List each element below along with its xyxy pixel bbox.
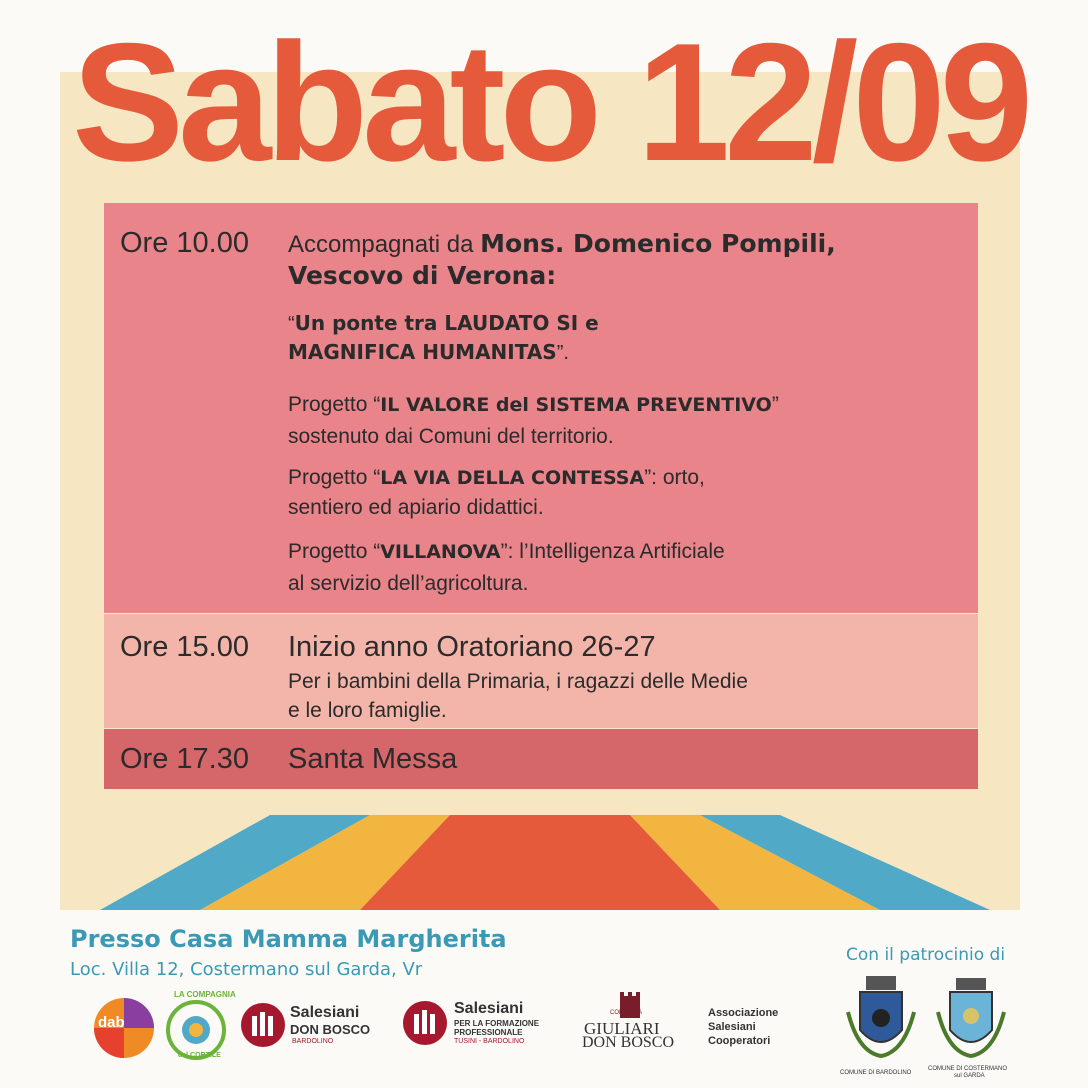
- compagnia-logo-bottom: del CORTILE: [178, 1052, 221, 1059]
- event-time: Ore 17.30: [120, 743, 249, 775]
- project-prefix: Progetto “: [288, 466, 381, 489]
- event-desc-line-2: e le loro famiglie.: [288, 699, 447, 722]
- comune-costermano-crest: [928, 976, 1014, 1084]
- project-3-name: VILLANOVA: [380, 541, 501, 563]
- event-talk-title-1: [288, 311, 599, 336]
- event-heading: Santa Messa: [288, 743, 458, 775]
- salesiani-bardolino-logo: [240, 1002, 380, 1052]
- guest-intro: Accompagnati da: [288, 231, 481, 258]
- assoc-line3: Cooperatori: [708, 1035, 771, 1047]
- associazione-cooperatori-logo: [708, 1006, 808, 1052]
- event-heading: Inizio anno Oratoriano 26-27: [288, 631, 656, 663]
- assoc-line2: Salesiani: [708, 1021, 756, 1033]
- stage-runway-graphic: [0, 810, 1088, 910]
- salesiani-bardolino-line1: Salesiani: [290, 1004, 360, 1021]
- schedule-row-1500: [104, 614, 978, 728]
- project-1: [288, 393, 779, 417]
- dab-logo-text: dab: [98, 1014, 125, 1031]
- project-2-name: LA VIA DELLA CONTESSA: [380, 467, 645, 489]
- schedule-row-1730: [104, 729, 978, 789]
- schedule-row-1000: [104, 203, 978, 613]
- project-suffix: ”: [771, 393, 779, 416]
- salesiani-bardolino-line2: DON BOSCO: [290, 1022, 371, 1037]
- event-guest-line: [288, 229, 836, 259]
- talk-title-part-1: Un ponte tra LAUDATO SI e: [294, 311, 599, 335]
- comune-costermano-label-1: COMUNE DI COSTERMANO: [928, 1066, 1008, 1072]
- giuliari-line2: DON BOSCO: [582, 1034, 675, 1051]
- project-1-desc: sostenuto dai Comuni del territorio.: [288, 425, 614, 448]
- patronage-label: Con il patrocinio di: [846, 945, 1006, 965]
- project-prefix: Progetto “: [288, 540, 381, 563]
- giuliari-line1: GIULIARI: [584, 1019, 660, 1038]
- bardolino-coat-of-arms-icon: [838, 972, 924, 1068]
- venue-name: Presso Casa Mamma Margherita: [70, 925, 507, 953]
- project-2-desc: sentiero ed apiario didattici.: [288, 496, 544, 519]
- salesiani-bardolino-line3: BARDOLINO: [292, 1038, 334, 1045]
- project-2: [288, 466, 705, 490]
- assoc-line1: Associazione: [708, 1007, 779, 1019]
- compagnia-cortile-logo: [160, 990, 236, 1064]
- giuliari-top: COMUNITÀ: [610, 1010, 642, 1016]
- quote-open: “: [288, 313, 295, 335]
- salesiani-formazione-line4: TUSINI - BARDOLINO: [454, 1038, 525, 1045]
- event-time: Ore 15.00: [120, 631, 249, 663]
- project-suffix: ”: l’Intelligenza Artificiale: [500, 540, 725, 563]
- project-prefix: Progetto “: [288, 393, 381, 416]
- event-desc-line-1: Per i bambini della Primaria, i ragazzi delle Medie: [288, 670, 748, 693]
- project-3: [288, 540, 725, 564]
- salesiani-bardolino-icon: [240, 1002, 286, 1048]
- salesiani-formazione-line1: Salesiani: [454, 1000, 524, 1017]
- page-title: Sabato 12/09: [72, 8, 1028, 196]
- comune-bardolino-crest: [838, 972, 924, 1082]
- talk-title-part-2: MAGNIFICA HUMANITAS: [288, 340, 557, 364]
- salesiani-formazione-line2: PER LA FORMAZIONE: [454, 1019, 540, 1028]
- dab-logo: [92, 996, 156, 1060]
- giuliari-don-bosco-logo: [580, 990, 680, 1054]
- guest-name: Mons. Domenico Pompili,: [480, 229, 836, 258]
- venue-address: Loc. Villa 12, Costermano sul Garda, Vr: [70, 959, 423, 980]
- costermano-coat-of-arms-icon: [928, 976, 1014, 1068]
- project-1-name: IL VALORE del SISTEMA PREVENTIVO: [380, 394, 772, 416]
- salesiani-formazione-icon: [402, 1000, 448, 1046]
- guest-role: Vescovo di Verona:: [288, 261, 557, 290]
- salesiani-formazione-line3: PROFESSIONALE: [454, 1028, 523, 1037]
- event-talk-title-2: [288, 340, 569, 365]
- project-3-desc: al servizio dell’agricoltura.: [288, 572, 529, 595]
- event-time: Ore 10.00: [120, 227, 249, 259]
- salesiani-formazione-logo: [402, 1000, 578, 1054]
- event-guest-role: [288, 261, 556, 291]
- quote-close: ”.: [556, 342, 569, 364]
- comune-costermano-label-2: sul GARDA: [954, 1073, 985, 1079]
- project-suffix: ”: orto,: [644, 466, 705, 489]
- compagnia-logo-top: LA COMPAGNIA: [174, 990, 236, 999]
- comune-bardolino-label: COMUNE DI BARDOLINO: [840, 1070, 912, 1076]
